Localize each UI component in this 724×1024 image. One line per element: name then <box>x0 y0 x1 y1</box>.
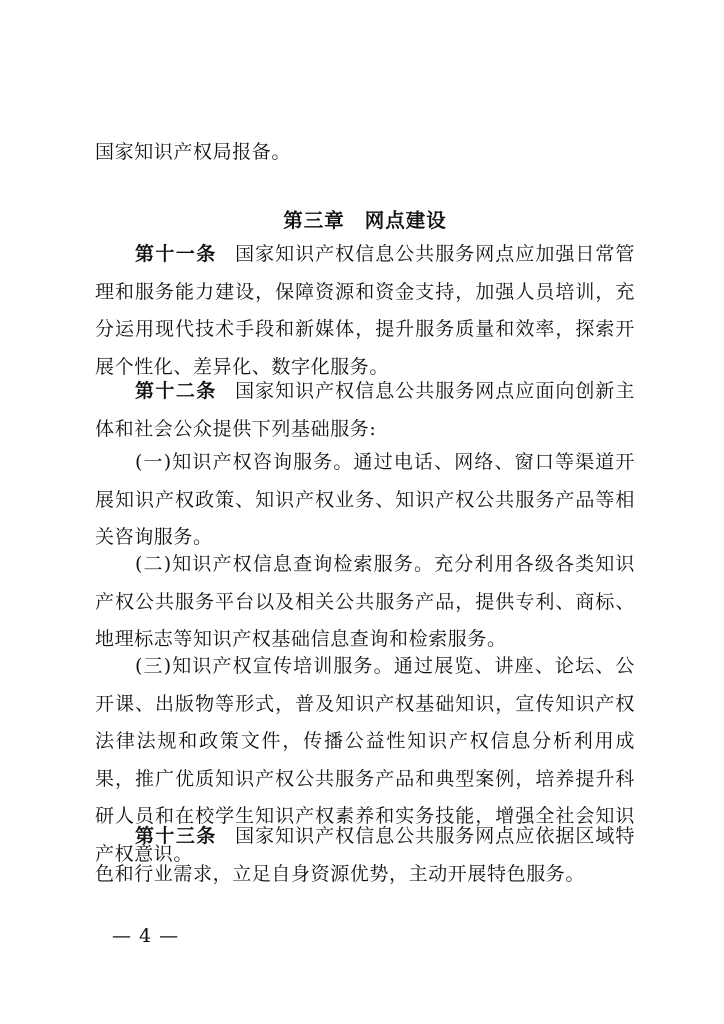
article-12-text: 国家知识产权信息公共服务网点应面向创新主体和社会公众提供下列基础服务: <box>95 380 635 440</box>
page-number: — 4 — <box>112 925 180 947</box>
article-11-text: 国家知识产权信息公共服务网点应加强日常管理和服务能力建设，保障资源和资金支持，加强人员培训，充分运用现代技术手段和新媒体，提升服务质量和效率，探索开展个性化、差异化、数字化服务。 <box>95 243 635 378</box>
chapter-number: 第三章 <box>283 209 345 232</box>
article-13 <box>95 818 635 893</box>
list-item-3: (三)知识产权宣传培训服务。通过展览、讲座、论坛、公开课、出版物等形式，普及知识产权基础知识，宣传知识产权法律法规和政策文件，传播公益性知识产权信息分析利用成果，推广优质知识产权公共服务产品和典型案例，培养提升科研人员和在校学生知识产权素养和实务技能，增强全社会知识产权意识。 <box>95 655 635 865</box>
article-13-text: 国家知识产权信息公共服务网点应依据区域特色和行业需求，立足自身资源优势，主动开展特色服务。 <box>95 825 635 885</box>
continuation-text: 国家知识产权局报备。 <box>95 141 292 163</box>
chapter-title: 网点建设 <box>364 209 447 232</box>
list-item-1: (一)知识产权咨询服务。通过电话、网络、窗口等渠道开展知识产权政策、知识产权业务、知识产权公共服务产品等相关咨询服务。 <box>95 451 635 549</box>
article-13-label: 第十三条 <box>135 825 217 847</box>
article-12 <box>95 373 635 448</box>
list-item-2: (二)知识产权信息查询检索服务。充分利用各级各类知识产权公共服务平台以及相关公共服务产品，提供专利、商标、地理标志等知识产权基础信息查询和检索服务。 <box>95 553 635 651</box>
article-11-label: 第十一条 <box>135 243 217 265</box>
article-11 <box>95 236 635 386</box>
article-12-label: 第十二条 <box>135 380 217 402</box>
chapter-heading <box>95 202 635 240</box>
